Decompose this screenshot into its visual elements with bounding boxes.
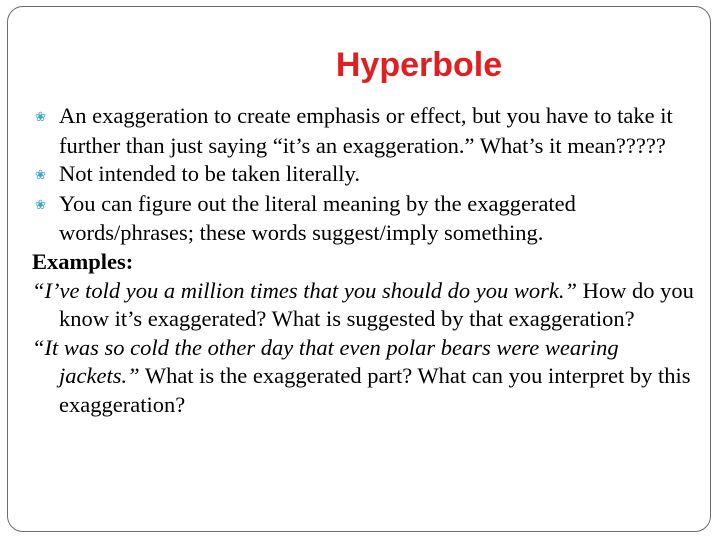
example-item-1 xyxy=(32,277,702,334)
example-quote: “I’ve told you a million times that you should do you work.” xyxy=(32,277,577,303)
bullet-text: You can figure out the literal meaning by the exaggerated words/phrases; these words suggest/imply something. xyxy=(59,190,576,246)
bullet-item-definition xyxy=(32,102,702,160)
example-question: How do you know it’s exaggerated? What is suggested by that exaggeration? xyxy=(59,277,694,332)
bullet-item-not-literal xyxy=(32,160,702,190)
swirl-bullet-icon: ❀ xyxy=(35,167,46,183)
bullet-text: Not intended to be taken literally. xyxy=(59,161,360,187)
example-question: What is the exaggerated part? What can you interpret by this exaggeration? xyxy=(59,363,691,417)
bullet-text: An exaggeration to create emphasis or effect, but you have to take it further than just saying “it’s an exaggeration.” What’s it mean????? xyxy=(59,103,673,158)
slide-title: Hyperbole xyxy=(335,46,503,84)
examples-label: Examples: xyxy=(32,248,134,274)
example-item-2 xyxy=(32,334,702,420)
bullet-item-literal-meaning xyxy=(32,190,702,248)
swirl-bullet-icon: ❀ xyxy=(35,109,46,124)
slide-content xyxy=(32,102,702,420)
example-quote: “It was so cold the other day that even polar bears were wearing jackets.” xyxy=(32,334,619,389)
slide-frame xyxy=(7,6,711,532)
swirl-bullet-icon: ❀ xyxy=(35,196,46,212)
